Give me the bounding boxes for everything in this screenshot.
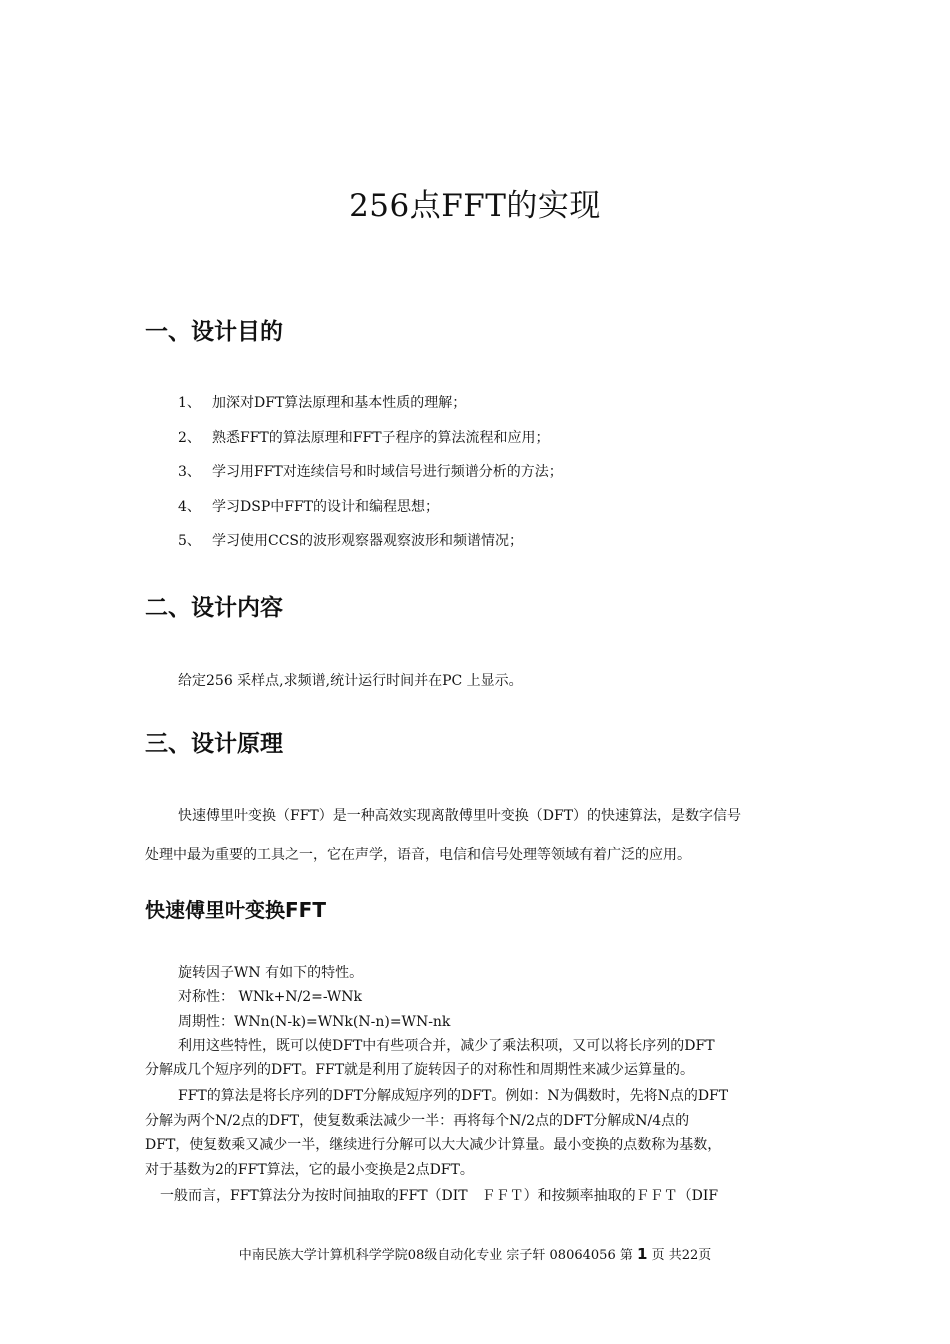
list-item-number: 5、 <box>178 533 201 549</box>
fft-text-line: 利用这些特性，既可以使DFT中有些项合并，减少了乘法积项，又可以将长序列的DFT <box>178 1038 715 1054</box>
subsection-heading-fft: 快速傅里叶变换FFT <box>145 898 326 922</box>
fft-text-line: FFT的算法是将长序列的DFT分解成短序列的DFT。例如：N为偶数时，先将N点的DFT <box>178 1088 729 1104</box>
list-item <box>178 428 563 463</box>
principle-paragraph-line: 处理中最为重要的工具之一，它在声学，语音，电信和信号处理等领域有着广泛的应用。 <box>145 847 691 863</box>
list-item-text: 学习用FFT对连续信号和时域信号进行频谱分析的方法； <box>212 464 563 480</box>
fft-text-line: DFT，使复数乘又减少一半，继续进行分解可以大大减少计算量。最小变换的点数称为基数， <box>145 1137 722 1153</box>
list-item-text: 熟悉FFT的算法原理和FFT子程序的算法流程和应用； <box>212 429 550 446</box>
list-item <box>178 393 563 428</box>
list-item-text: 加深对DFT算法原理和基本性质的理解； <box>212 395 467 411</box>
page-footer <box>0 1244 950 1263</box>
section-heading-principle: 三、设计原理 <box>145 731 283 757</box>
list-item-number: 2、 <box>178 429 201 446</box>
list-item <box>178 497 563 532</box>
principle-paragraph-line: 快速傅里叶变换（FFT）是一种高效实现离散傅里叶变换（DFT）的快速算法，是数字信号 <box>178 808 742 824</box>
fft-text-line: 旋转因子WN 有如下的特性。 <box>178 965 364 981</box>
fft-text-line: 分解成几个短序列的DFT。FFT就是利用了旋转因子的对称性和周期性来减少运算量的。 <box>145 1062 695 1078</box>
fft-text-line: 对于基数为2的FFT算法，它的最小变换是2点DFT。 <box>145 1162 474 1178</box>
fft-text-line: 周期性：WNn(N-k)=WNk(N-n)=WN-nk <box>178 1014 451 1030</box>
list-item-text: 学习使用CCS的波形观察器观察波形和频谱情况； <box>212 533 524 549</box>
fft-text-line: 一般而言，FFT算法分为按时间抽取的FFT（DIT ＦＦＴ）和按频率抽取的ＦＦＴ（DIF <box>160 1188 719 1204</box>
list-item-number: 3、 <box>178 464 201 480</box>
purpose-list <box>178 393 563 566</box>
fft-text-line: 对称性： WNk+N/2=-WNk <box>178 989 362 1005</box>
content-paragraph: 给定256 采样点,求频谱,统计运行时间并在PC 上显示。 <box>178 673 523 689</box>
list-item-text: 学习DSP中FFT的设计和编程思想； <box>212 498 440 515</box>
footer-suffix: 页 共22页 <box>651 1248 712 1263</box>
footer-prefix: 中南民族大学计算机科学学院08级自动化专业 宗子轩 08064056 第 <box>238 1248 633 1263</box>
list-item <box>178 462 563 497</box>
list-item-number: 1、 <box>178 395 201 411</box>
section-heading-purpose: 一、设计目的 <box>145 319 283 345</box>
page-title: 256点FFT的实现 <box>349 188 601 224</box>
list-item <box>178 531 563 566</box>
section-heading-content: 二、设计内容 <box>145 595 283 621</box>
footer-page-number: 1 <box>636 1245 648 1263</box>
fft-text-line: 分解为两个N/2点的DFT，使复数乘法减少一半：再将每个N/2点的DFT分解成N/4点的 <box>145 1113 690 1129</box>
list-item-number: 4、 <box>178 498 201 515</box>
